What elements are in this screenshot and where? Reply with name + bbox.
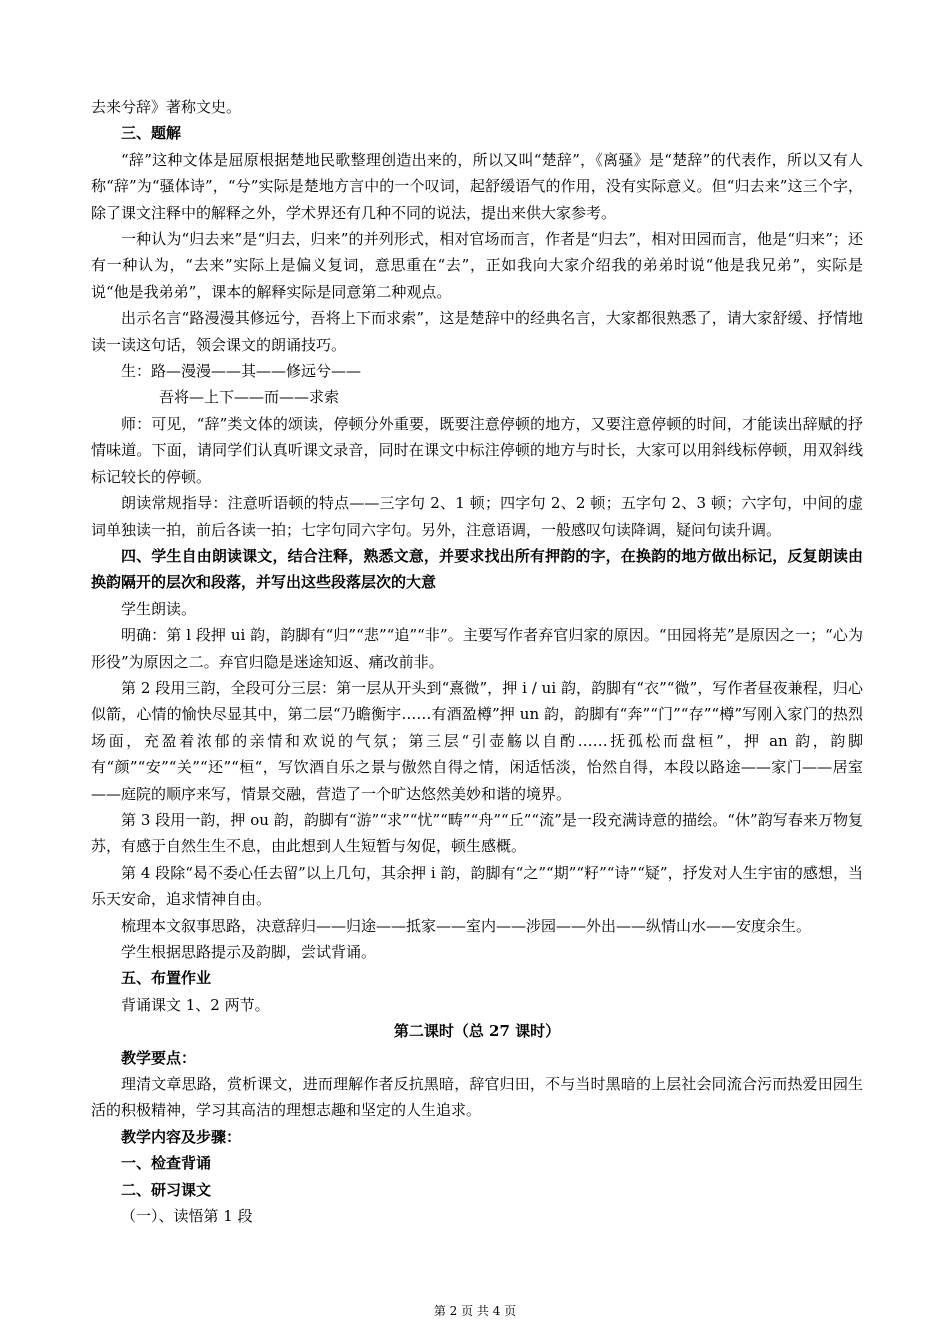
paragraph: 朗读常规指导：注意听语顿的特点——三字句 2、1 顿；四字句 2、2 顿；五字句 2、3 顿；六字句，中间的虚词单独读一拍，前后各读一拍；七字句同六字句。另外，注意语调，一般感叹句读降调，疑问句读升调。 (91, 494, 863, 539)
paragraph: 背诵课文 1、2 两节。 (121, 995, 270, 1014)
section-heading: 二、研习课文 (121, 1180, 212, 1199)
paragraph: 生：路—漫漫——其——修远兮—— (121, 362, 362, 381)
section-heading: 五、布置作业 (121, 969, 212, 988)
section-heading: 教学内容及步骤： (121, 1127, 242, 1146)
paragraph: 一种认为“归去来”是“归去，归来”的并列形式，相对官场而言，作者是“归去”，相对田园而言，他是“归来”；还有一种认为，“去来”实际上是偏义复词，意思重在“去”，正如我向大家介绍我的弟弟时说“他是我兄弟”，实际是说“他是我弟弟”，课本的解释实际是同意第二种观点。 (91, 230, 863, 301)
paragraph: 第 2 段用三韵，全段可分三层：第一层从开头到“熹微”，押 i / ui 韵，韵脚有“衣”“微”，写作者昼夜兼程，归心似箭，心情的愉快尽显其中，第二层“乃瞻衡宇……有酒盈樽”押 un 韵，韵脚有“奔”“门”“存”“樽”写刚入家门的热烈场面，充盈着浓郁的亲情和欢说的气氛；第三层“引壶觞以自酌……抚孤松而盘桓”，押 an 韵，韵脚有“颜”“安”“关”“还”“桓“，写饮酒自乐之景与傲然自得之情，闲适恬淡，怡然自得，本段以路途——家门——居室——庭院的顺序来写，情景交融，营造了一个旷达悠然美妙和谐的境界。 (91, 678, 863, 803)
paragraph: 学生根据思路提示及韵脚，尝试背诵。 (121, 943, 377, 961)
paragraph: 吾将—上下——而——求索 (159, 388, 340, 407)
paragraph: 明确：第 l 段押 ui 韵，韵脚有“归”“悲”“追”“非”。主要写作者弃官归家的原因。“田园将芜”是原因之一；“心为形役”为原因之二。弃官归隐是迷途知返、痛改前非。 (91, 626, 863, 671)
paragraph: 出示名言“路漫漫其修远兮，吾将上下而求索”，这是楚辞中的经典名言，大家都很熟悉了，请大家舒缓、抒情地读一读这句话，领会课文的朗诵技巧。 (91, 309, 863, 354)
document-body (91, 94, 863, 1229)
paragraph: 梳理本文叙事思路，决意辞归——归途——抵家——室内——涉园——外出——纵情山水——安度余生。 (121, 916, 812, 935)
section-heading: 教学要点： (121, 1048, 197, 1067)
paragraph: （一）、读悟第 1 段 (121, 1207, 253, 1226)
section-heading: 一、检查背诵 (121, 1154, 212, 1173)
paragraph: 第 4 段除“曷不委心任去留”以上几句，其余押 i 韵，韵脚有“之”“期”“籽”“诗”“疑”，抒发对人生宇宙的感想，当乐天安命，追求情神自由。 (91, 863, 863, 909)
paragraph: 第 3 段用一韵，押 ou 韵，韵脚有“游”“求”“忧”“畴”“舟”“丘”“流”是一段充满诗意的描绘。“休”韵写春来万物复苏，有感于自然生生不息，由此想到人生短暂与匆促，顿生感概。 (91, 810, 863, 856)
paragraph: 去来兮辞》著称文史。 (91, 98, 242, 116)
lesson-title: 第二课时（总 27 课时） (393, 1022, 561, 1041)
section-heading: 四、学生自由朗读课文，结合注释，熟悉文意，并要求找出所有押韵的字，在换韵的地方做出标记，反复朗读由换韵隔开的层次和段落，并写出这些段落层次的大意 (91, 546, 863, 592)
paragraph: 理清文章思路，赏析课文，进而理解作者反抗黑暗，辞官归田，不与当时黑暗的上层社会同流合污而热爱田园生活的积极精神，学习其高洁的理想志趣和坚定的人生追求。 (91, 1075, 863, 1120)
page-footer: 第 2 页 共 4 页 (433, 1304, 517, 1318)
paragraph: 师：可见，“辞”类文体的颂读，停顿分外重要，既要注意停顿的地方，又要注意停顿的时间，才能读出辞赋的抒情味道。下面，请同学们认真听课文录音，同时在课文中标注停顿的地方与时长，大家可以用斜线标停顿，用双斜线标记较长的停顿。 (91, 414, 863, 486)
paragraph: “辞”这种文体是屈原根据楚地民歌整理创造出来的，所以又叫“楚辞”，《离骚》是“楚辞”的代表作，所以又有人称“辞”为“骚体诗”，“兮”实际是楚地方言中的一个叹词，起舒缓语气的作用，没有实际意义。但“归去来”这三个字，除了课文注释中的解释之外，学术界还有几种不同的说法，提出来供大家参考。 (91, 150, 863, 222)
section-heading: 三、题解 (121, 124, 182, 143)
paragraph: 学生朗读。 (121, 599, 197, 618)
